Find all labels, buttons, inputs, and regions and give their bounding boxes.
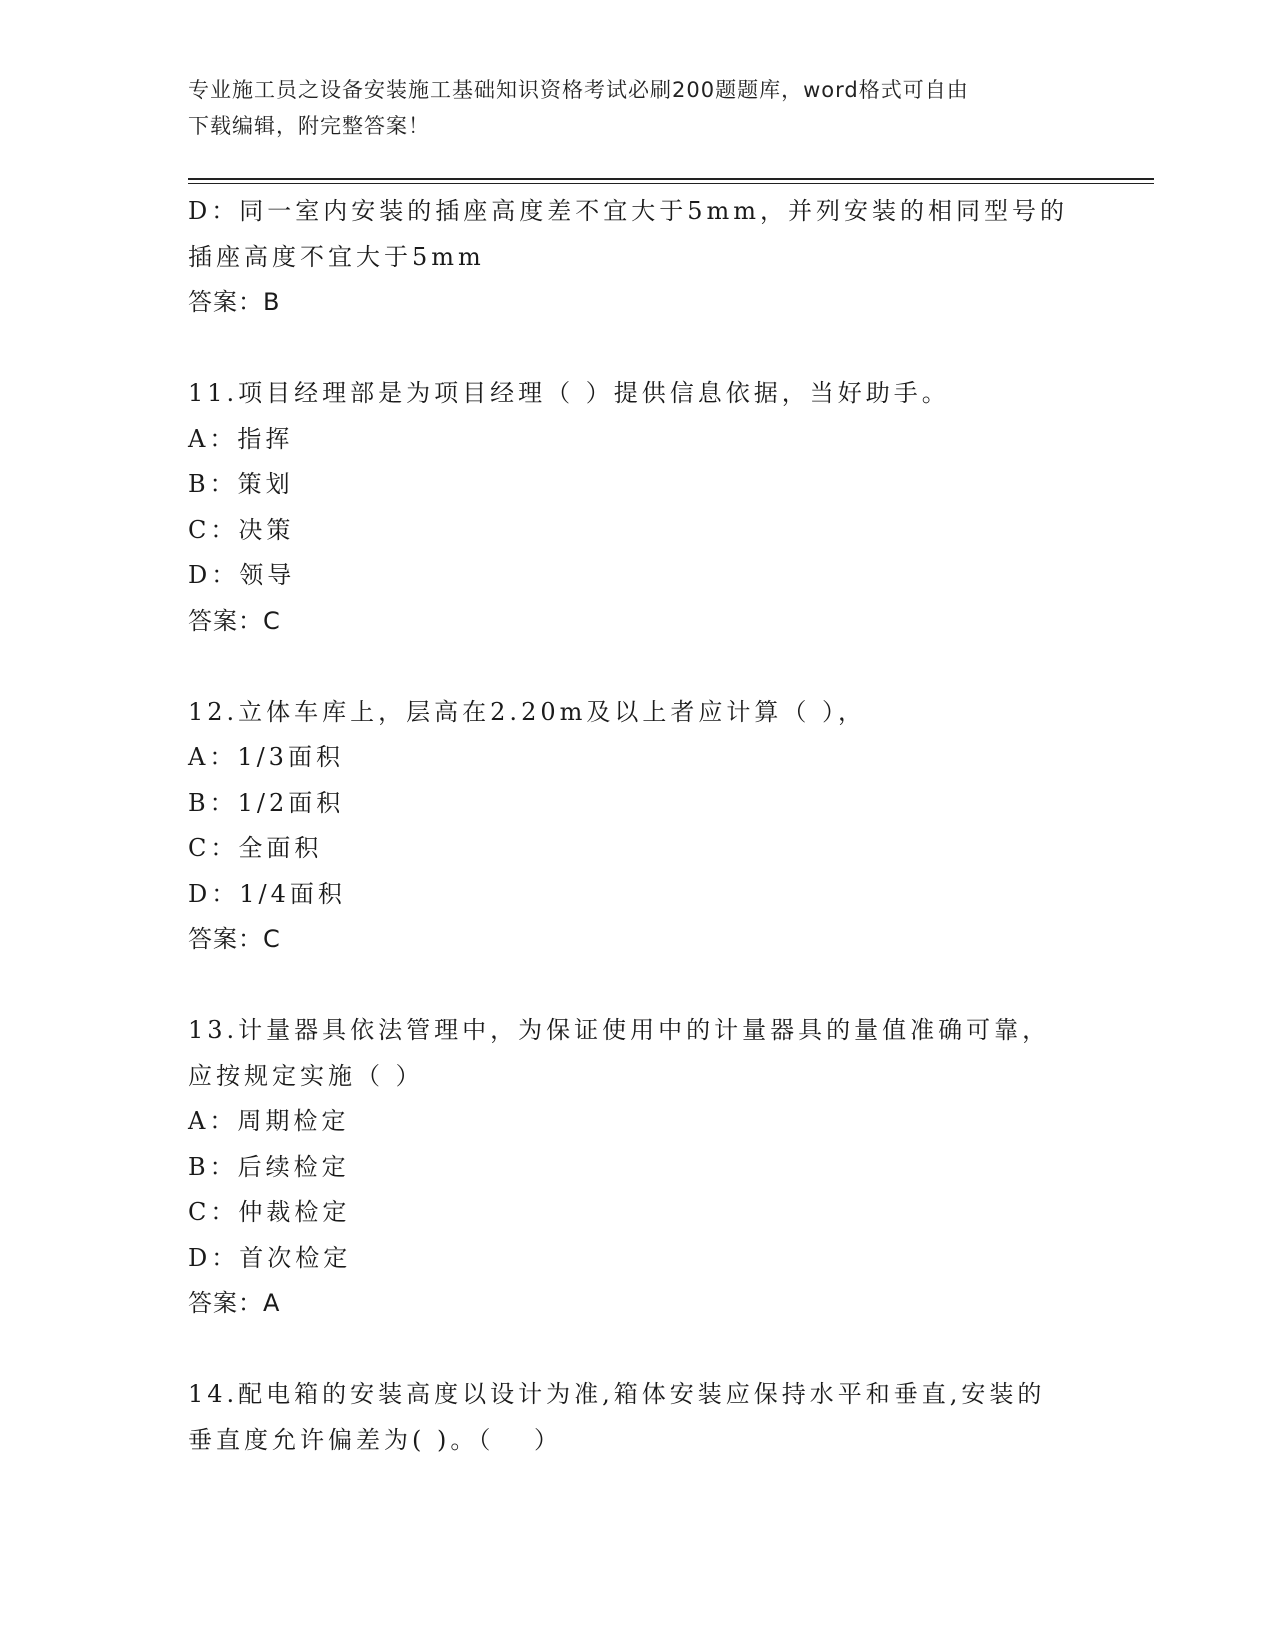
option-a: A：指挥 [188,424,294,453]
question-stem-continued: 垂直度允许偏差为( )。（ ） [188,1425,562,1454]
option-d: D：1/4面积 [188,879,346,908]
question-10-tail [188,189,1088,326]
question-stem: 14.配电箱的安装高度以设计为准,箱体安装应保持水平和垂直,安装的 [188,1380,1046,1408]
header-title-line-1: 专业施工员之设备安装施工基础知识资格考试必刷200题题库，word格式可自由 [188,78,969,102]
spacer [188,1327,1088,1373]
answer: 答案：B [188,288,281,316]
question-11 [188,371,1088,644]
option-b: B：后续检定 [188,1152,350,1181]
header-divider-thin [188,183,1154,184]
question-stem: 12.立体车库上，层高在2.20m及以上者应计算（ ）， [188,697,866,726]
header-divider-thick [188,178,1154,180]
answer: 答案：C [188,925,281,953]
question-stem-continued: 应按规定实施（ ） [188,1061,424,1090]
spacer [188,326,1088,372]
spacer [188,963,1088,1009]
option-d-continued: 插座高度不宜大于5mm [188,242,485,271]
option-c: C：决策 [188,515,295,544]
option-b: B：1/2面积 [188,788,345,817]
header-title-line-2: 下载编辑，附完整答案！ [188,114,430,138]
spacer [188,644,1088,690]
answer: 答案：A [188,1289,281,1317]
option-c: C：仲裁检定 [188,1198,351,1226]
option-d: D：同一室内安装的插座高度差不宜大于5mm，并列安装的相同型号的 [188,197,1069,225]
question-stem: 11.项目经理部是为项目经理（ ）提供信息依据，当好助手。 [188,379,950,407]
option-c: C：全面积 [188,834,323,862]
question-14 [188,1372,1088,1463]
question-12 [188,690,1088,963]
answer: 答案：C [188,606,281,635]
option-a: A：周期检定 [188,1107,350,1135]
option-a: A：1/3面积 [188,743,344,771]
document-header [188,72,1068,144]
question-stem: 13.计量器具依法管理中，为保证使用中的计量器具的量值准确可靠， [188,1016,1051,1044]
option-d: D：领导 [188,561,296,589]
option-b: B：策划 [188,470,294,498]
option-d: D：首次检定 [188,1243,352,1272]
question-list [188,189,1088,1463]
question-13 [188,1008,1088,1327]
